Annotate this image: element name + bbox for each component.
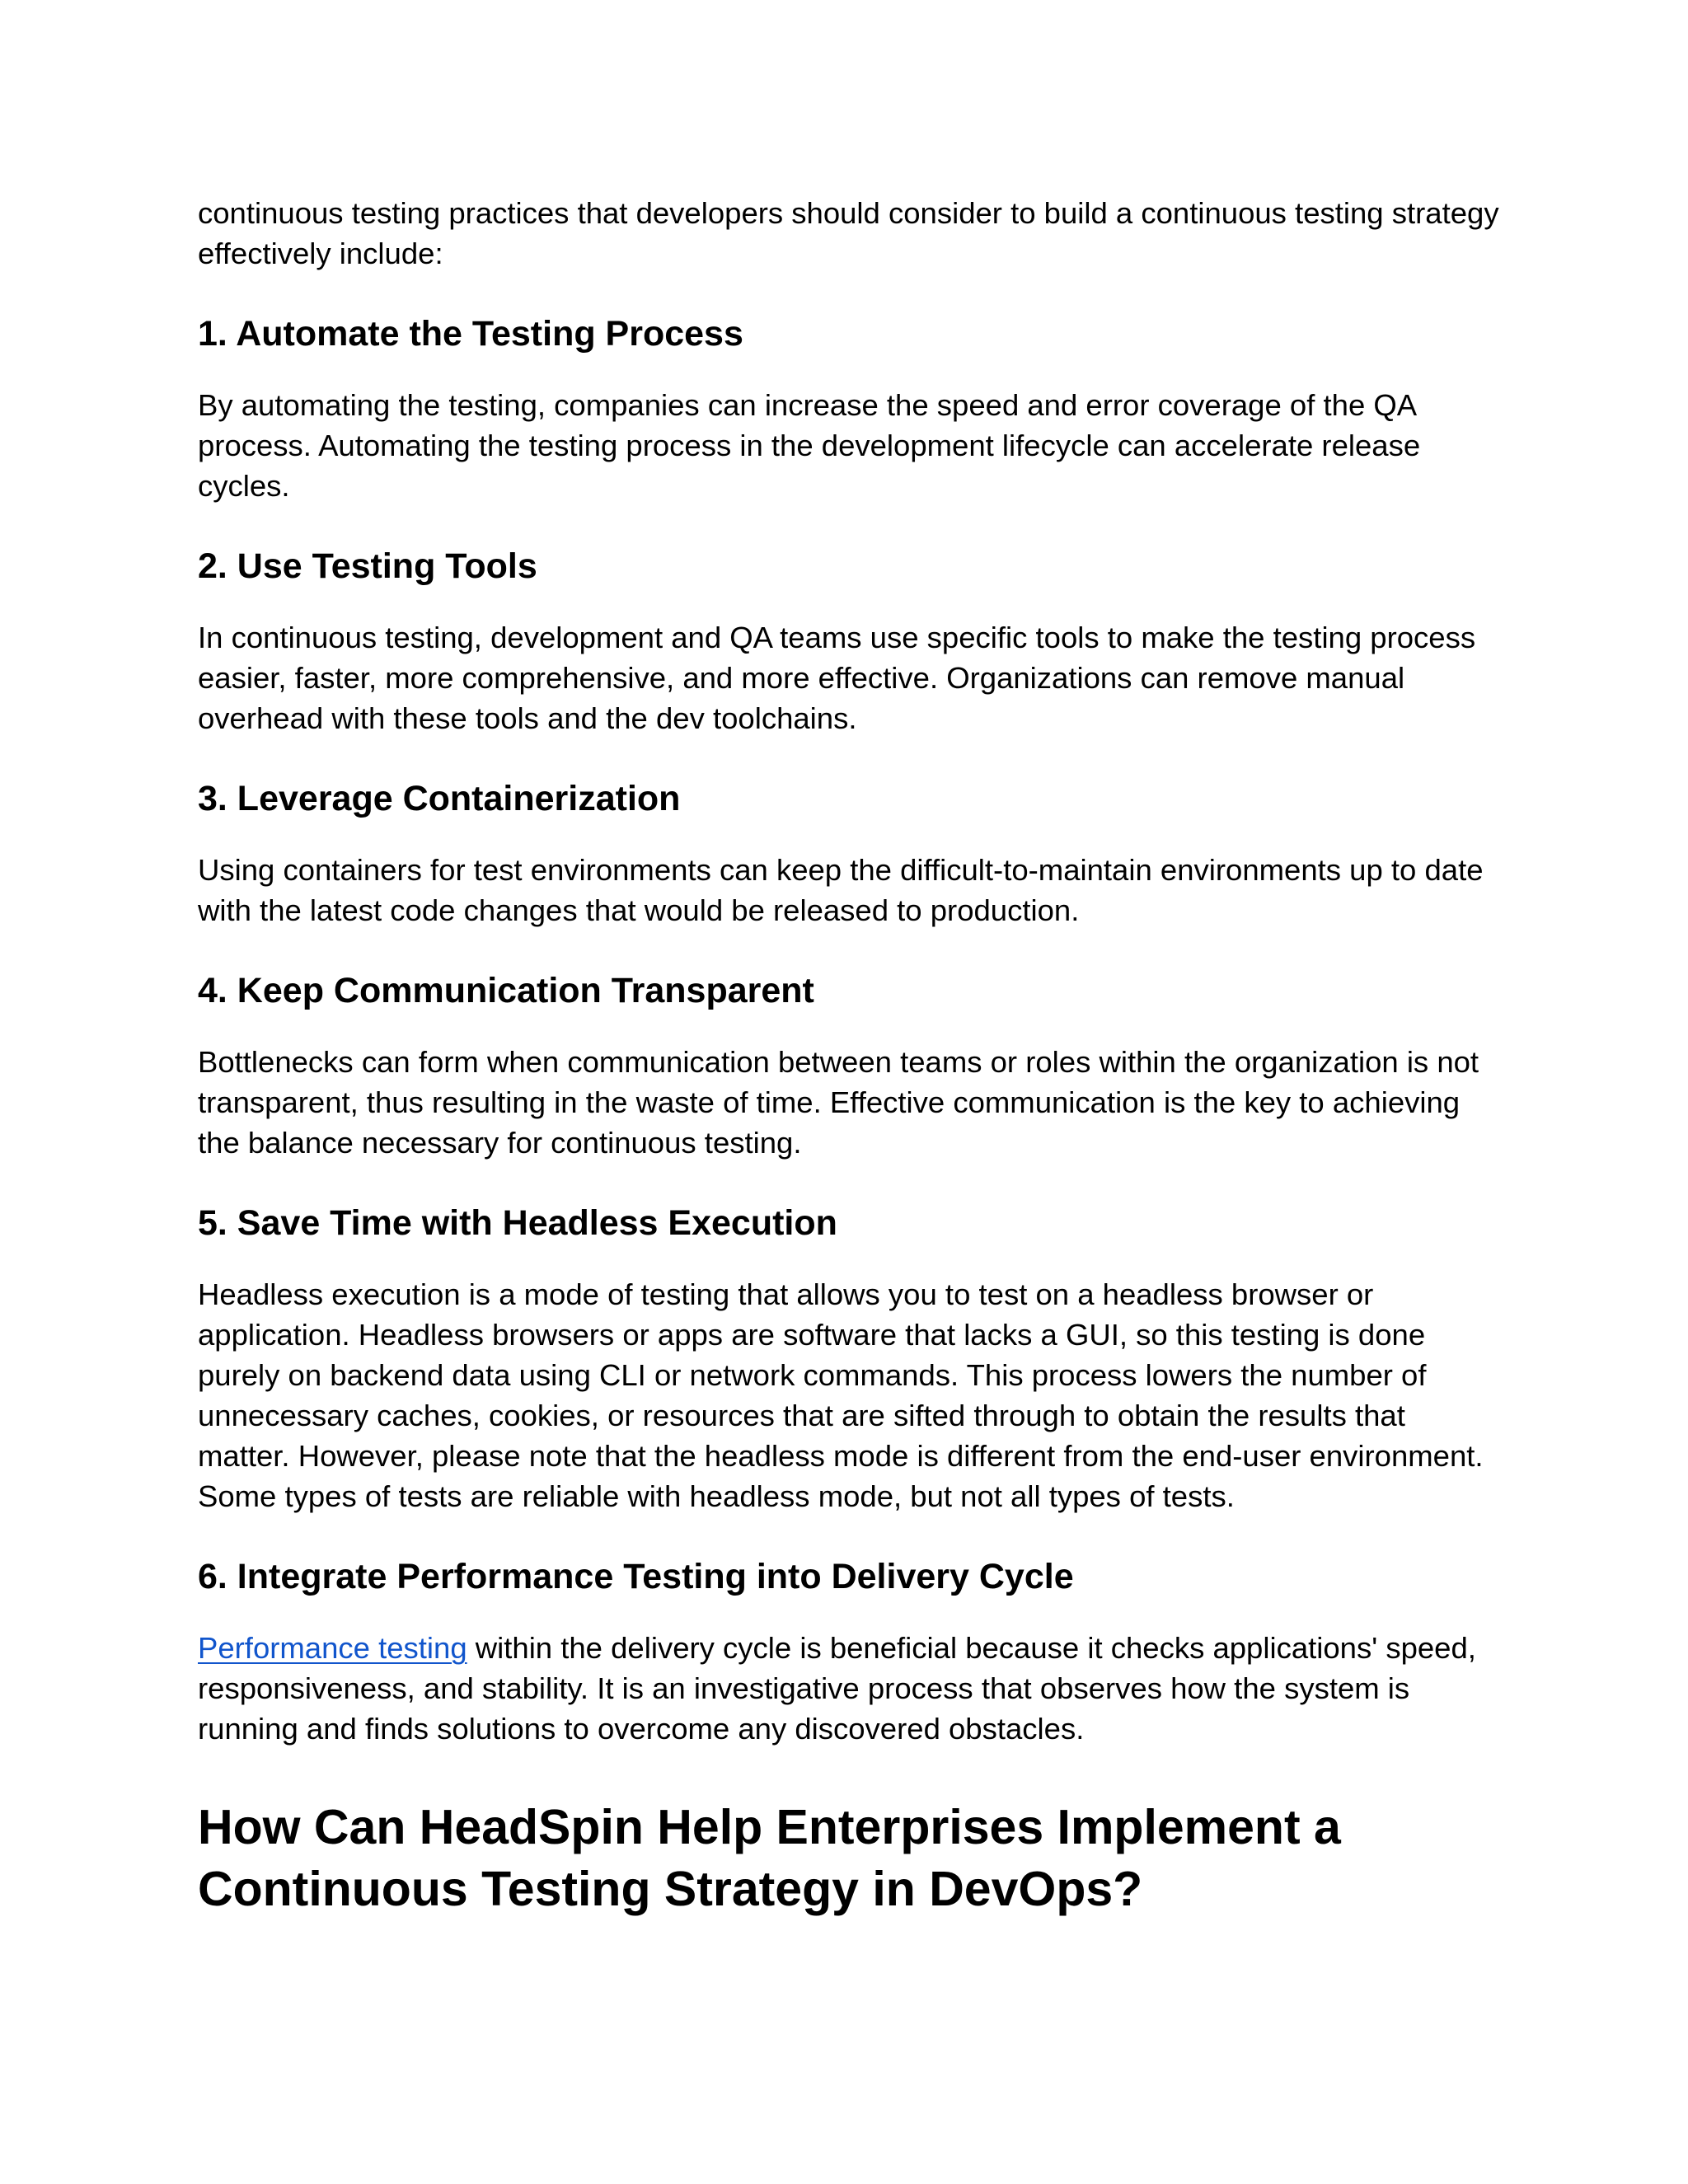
section-heading-automate: 1. Automate the Testing Process [198, 314, 743, 354]
section-body-containerization: Using containers for test environments can keep the difficult-to-maintain environments up to date with the latest code changes that would be released to production. [198, 853, 1484, 927]
closing-heading: How Can HeadSpin Help Enterprises Implement a Continuous Testing Strategy in DevOps? [198, 1800, 1341, 1916]
performance-testing-link[interactable]: Performance testing [198, 1631, 467, 1665]
section-heading-headless: 5. Save Time with Headless Execution [198, 1203, 837, 1243]
section-heading-performance: 6. Integrate Performance Testing into Delivery Cycle [198, 1557, 1074, 1596]
intro-paragraph: continuous testing practices that developers should consider to build a continuous testing strategy effectively include: [198, 196, 1499, 270]
section-body-performance-text: within the delivery cycle is beneficial because it checks applications' speed, responsiveness, and stability. It is an investigative process that observes how the system is running and finds solutions to overcome any discovered obstacles. [198, 1631, 1476, 1746]
section-heading-communication: 4. Keep Communication Transparent [198, 971, 814, 1010]
document-page [198, 193, 1500, 1920]
section-body-automate: By automating the testing, companies can increase the speed and error coverage of the QA process. Automating the testing process in the development lifecycle can accelerate release cycles. [198, 388, 1421, 503]
section-heading-testing-tools: 2. Use Testing Tools [198, 546, 537, 586]
section-heading-containerization: 3. Leverage Containerization [198, 779, 681, 818]
section-body-communication: Bottlenecks can form when communication between teams or roles within the organization is not transparent, thus resulting in the waste of time. Effective communication is the key to achieving the balance necessary for continuous testing. [198, 1045, 1479, 1160]
section-body-headless: Headless execution is a mode of testing that allows you to test on a headless browser or application. Headless browsers or apps are software that lacks a GUI, so this testing is done purely on backend data using CLI or network commands. This process lowers the number of unnecessary caches, cookies, or resources that are sifted through to obtain the results that matter. However, please note that the headless mode is different from the end-user environment. Some types of tests are reliable with headless mode, but not all types of tests. [198, 1277, 1484, 1513]
section-body-testing-tools: In continuous testing, development and QA teams use specific tools to make the testing process easier, faster, more comprehensive, and more effective. Organizations can remove manual overhead with these tools and the dev toolchains. [198, 621, 1476, 735]
section-body-performance [198, 1628, 1500, 1749]
